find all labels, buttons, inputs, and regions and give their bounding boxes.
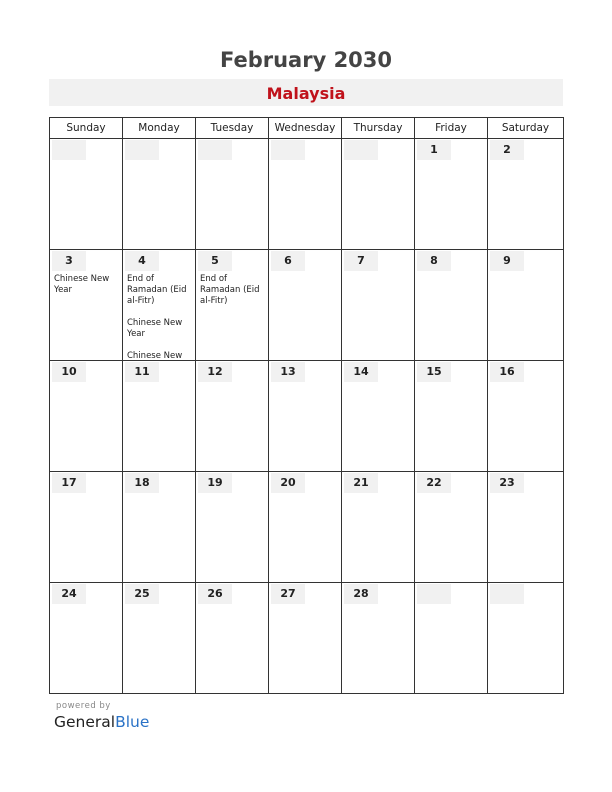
day-number: 3 — [52, 251, 86, 271]
holiday-name: End of Ramadan (Eid al-Fitr) — [127, 274, 187, 306]
day-cell — [123, 139, 196, 250]
calendar-grid — [49, 117, 564, 694]
day-cell — [415, 250, 488, 361]
day-cell — [342, 472, 415, 583]
weekday-header: Sunday — [50, 118, 123, 139]
day-cell — [342, 250, 415, 361]
week-row — [50, 472, 564, 583]
day-cell — [342, 583, 415, 694]
day-cell — [415, 139, 488, 250]
day-cell — [342, 361, 415, 472]
day-cell — [50, 583, 123, 694]
day-cell — [342, 139, 415, 250]
day-cell — [196, 361, 269, 472]
day-cell — [269, 250, 342, 361]
day-cell — [415, 361, 488, 472]
country-bar — [49, 79, 563, 106]
day-number: 25 — [125, 584, 159, 604]
day-cell — [269, 139, 342, 250]
day-number: 13 — [271, 362, 305, 382]
weekday-header: Friday — [415, 118, 488, 139]
day-cell — [415, 472, 488, 583]
day-number — [490, 584, 524, 604]
weekday-header: Wednesday — [269, 118, 342, 139]
day-number: 11 — [125, 362, 159, 382]
holiday-name: Chinese New Year — [127, 318, 183, 339]
week-row — [50, 361, 564, 472]
day-number: 19 — [198, 473, 232, 493]
day-number: 15 — [417, 362, 451, 382]
day-cell — [196, 250, 269, 361]
day-number: 2 — [490, 140, 524, 160]
weekday-header: Saturday — [488, 118, 564, 139]
day-cell — [488, 139, 564, 250]
week-row — [50, 139, 564, 250]
day-cell — [123, 250, 196, 361]
day-number — [271, 140, 305, 160]
brand-general-text: General — [54, 713, 116, 731]
holiday-name: End of Ramadan (Eid al-Fitr) — [200, 274, 260, 306]
day-number: 21 — [344, 473, 378, 493]
day-cell — [123, 472, 196, 583]
weekday-header-row — [50, 118, 564, 139]
weekday-header: Tuesday — [196, 118, 269, 139]
day-cell — [488, 250, 564, 361]
day-cell — [50, 139, 123, 250]
day-number: 16 — [490, 362, 524, 382]
day-cell — [269, 472, 342, 583]
holiday-list — [127, 274, 195, 358]
day-number: 24 — [52, 584, 86, 604]
day-number: 20 — [271, 473, 305, 493]
day-cell — [415, 583, 488, 694]
day-cell — [50, 472, 123, 583]
day-cell — [123, 361, 196, 472]
holiday-list — [54, 274, 122, 307]
day-number: 12 — [198, 362, 232, 382]
day-number: 8 — [417, 251, 451, 271]
day-number: 17 — [52, 473, 86, 493]
powered-by-text: powered by — [56, 701, 111, 711]
day-number: 18 — [125, 473, 159, 493]
day-cell — [488, 583, 564, 694]
day-number: 7 — [344, 251, 378, 271]
day-cell — [269, 361, 342, 472]
day-number — [344, 140, 378, 160]
weekday-header: Thursday — [342, 118, 415, 139]
day-number: 23 — [490, 473, 524, 493]
day-number — [52, 140, 86, 160]
day-number — [417, 584, 451, 604]
day-cell — [50, 250, 123, 361]
day-number: 26 — [198, 584, 232, 604]
day-number: 28 — [344, 584, 378, 604]
holiday-list — [200, 274, 268, 318]
day-number — [125, 140, 159, 160]
week-row — [50, 583, 564, 694]
country-name: Malaysia — [266, 84, 346, 103]
day-number: 10 — [52, 362, 86, 382]
holiday-name: Chinese New — [127, 351, 183, 358]
day-number: 9 — [490, 251, 524, 271]
day-cell — [488, 361, 564, 472]
day-number: 22 — [417, 473, 451, 493]
day-cell — [269, 583, 342, 694]
week-row — [50, 250, 564, 361]
day-cell — [196, 472, 269, 583]
day-cell — [196, 583, 269, 694]
brand-logo — [54, 713, 149, 731]
day-cell — [488, 472, 564, 583]
brand-blue-text: Blue — [115, 713, 150, 731]
day-number — [198, 140, 232, 160]
calendar-body — [50, 139, 564, 694]
day-cell — [50, 361, 123, 472]
day-number: 1 — [417, 140, 451, 160]
holiday-name: Chinese New Year — [54, 274, 110, 295]
day-cell — [196, 139, 269, 250]
day-number: 5 — [198, 251, 232, 271]
day-number: 14 — [344, 362, 378, 382]
day-number: 6 — [271, 251, 305, 271]
page-title: February 2030 — [219, 48, 393, 72]
weekday-header: Monday — [123, 118, 196, 139]
day-cell — [123, 583, 196, 694]
day-number: 4 — [125, 251, 159, 271]
day-number: 27 — [271, 584, 305, 604]
